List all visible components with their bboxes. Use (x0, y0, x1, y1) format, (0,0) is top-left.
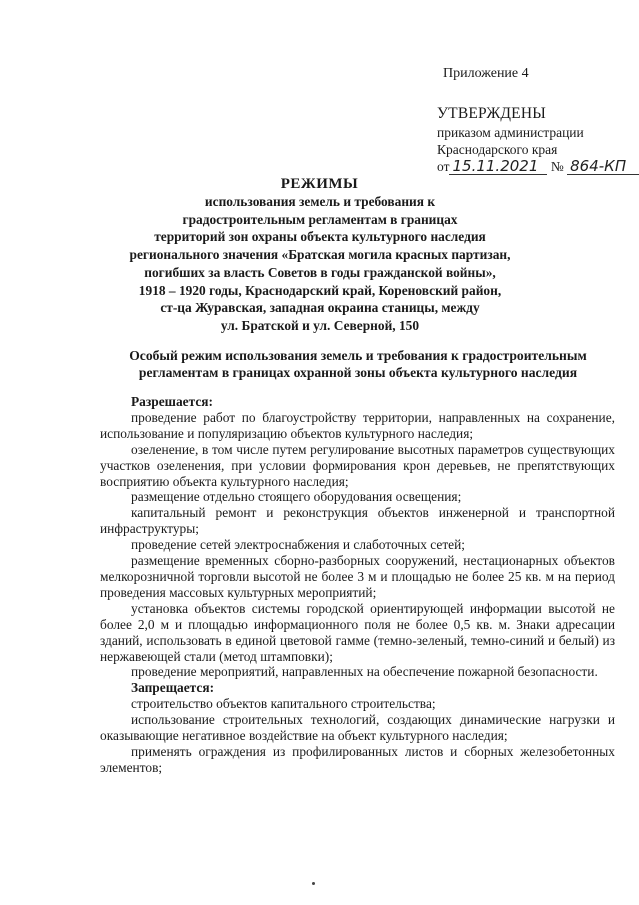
order-line-2: Краснодарского края (437, 142, 558, 157)
forbidden-item: применять ограждения из профилированных листов и сборных железобетонных элементов; (100, 743, 615, 775)
allowed-item: размещение отдельно стоящего оборудования освещения; (131, 489, 462, 505)
section-heading (98, 347, 618, 381)
subtitle-line: использования земель и требования к (204, 194, 436, 209)
allowed-item: проведение мероприятий, направленных на обеспечение пожарной безопасности. (131, 664, 598, 680)
document-subtitle (100, 193, 540, 335)
order-line-1: приказом администрации (437, 125, 584, 140)
subtitle-line: градостроительным регламентам в границах (182, 211, 458, 227)
subtitle-line: ул. Братской и ул. Северной, 150 (220, 317, 420, 333)
forbidden-label: Запрещается: (131, 680, 215, 696)
subtitle-line: 1918 – 1920 годы, Краснодарский край, Кореновский район, (138, 282, 502, 298)
document-title: РЕЖИМЫ (280, 176, 359, 192)
subtitle-line: погибших за власть Советов в годы гражданской войны», (144, 264, 496, 280)
number-prefix: № (550, 159, 564, 174)
handwritten-date: 15.11.2021 (449, 159, 547, 175)
subtitle-line: ст-ца Журавская, западная окраина станицы, между (160, 300, 480, 316)
document-body (100, 394, 615, 776)
allowed-item: капитальный ремонт и реконструкция объектов инженерной и транспортной инфраструктуры; (100, 505, 615, 537)
forbidden-item: строительство объектов капитального строительства; (131, 696, 436, 712)
allowed-item: проведение сетей электроснабжения и слаботочных сетей; (131, 537, 466, 553)
allowed-label: Разрешается: (131, 394, 213, 409)
appendix-label: Приложение 4 (443, 66, 529, 81)
subtitle-line: регионального значения «Братская могила красных партизан, (129, 247, 511, 263)
section-heading-line: регламентам в границах охранной зоны объекта культурного наследия (138, 365, 578, 380)
section-heading-line: Особый режим использования земель и требования к градостроительным (129, 348, 587, 363)
handwritten-number: 864-КП (567, 159, 639, 175)
scan-speck (312, 882, 315, 885)
allowed-item: проведение работ по благоустройству территории, направленных на сохранение, использование и популяризацию объектов культурного наследия; (100, 409, 615, 441)
allowed-item: размещение временных сборно-разборных сооружений, нестационарных объектов мелкорозничной торговли высотой не более 3 м и площадью не более 25 кв. м на период проведения массовых культурных мероприятий; (100, 553, 615, 600)
forbidden-item: использование строительных технологий, создающих динамические нагрузки и оказывающие негативное воздействие на объект культурного наследия; (100, 712, 615, 744)
subtitle-line: территорий зон охраны объекта культурного наследия (154, 229, 486, 245)
allowed-item: озеленение, в том числе путем регулирование высотных параметров существующих участков озеленения, при условии формирования крон деревьев, не препятствующих восприятию объекта культурного наследия; (100, 441, 615, 489)
approved-label: УТВЕРЖДЕНЫ (437, 105, 546, 122)
allowed-item: установка объектов системы городской ориентирующей информации высотой не более 2,0 м и площадью информационного поля не более 0,5 кв. м. Знаки адресации зданий, использовать в единой цветовой гамме (темно-зеленый, темно-синий и белый) из нержавеющей стали (метод штамповки); (100, 600, 615, 664)
order-date-number-line (437, 159, 639, 175)
date-prefix: от (437, 159, 450, 174)
